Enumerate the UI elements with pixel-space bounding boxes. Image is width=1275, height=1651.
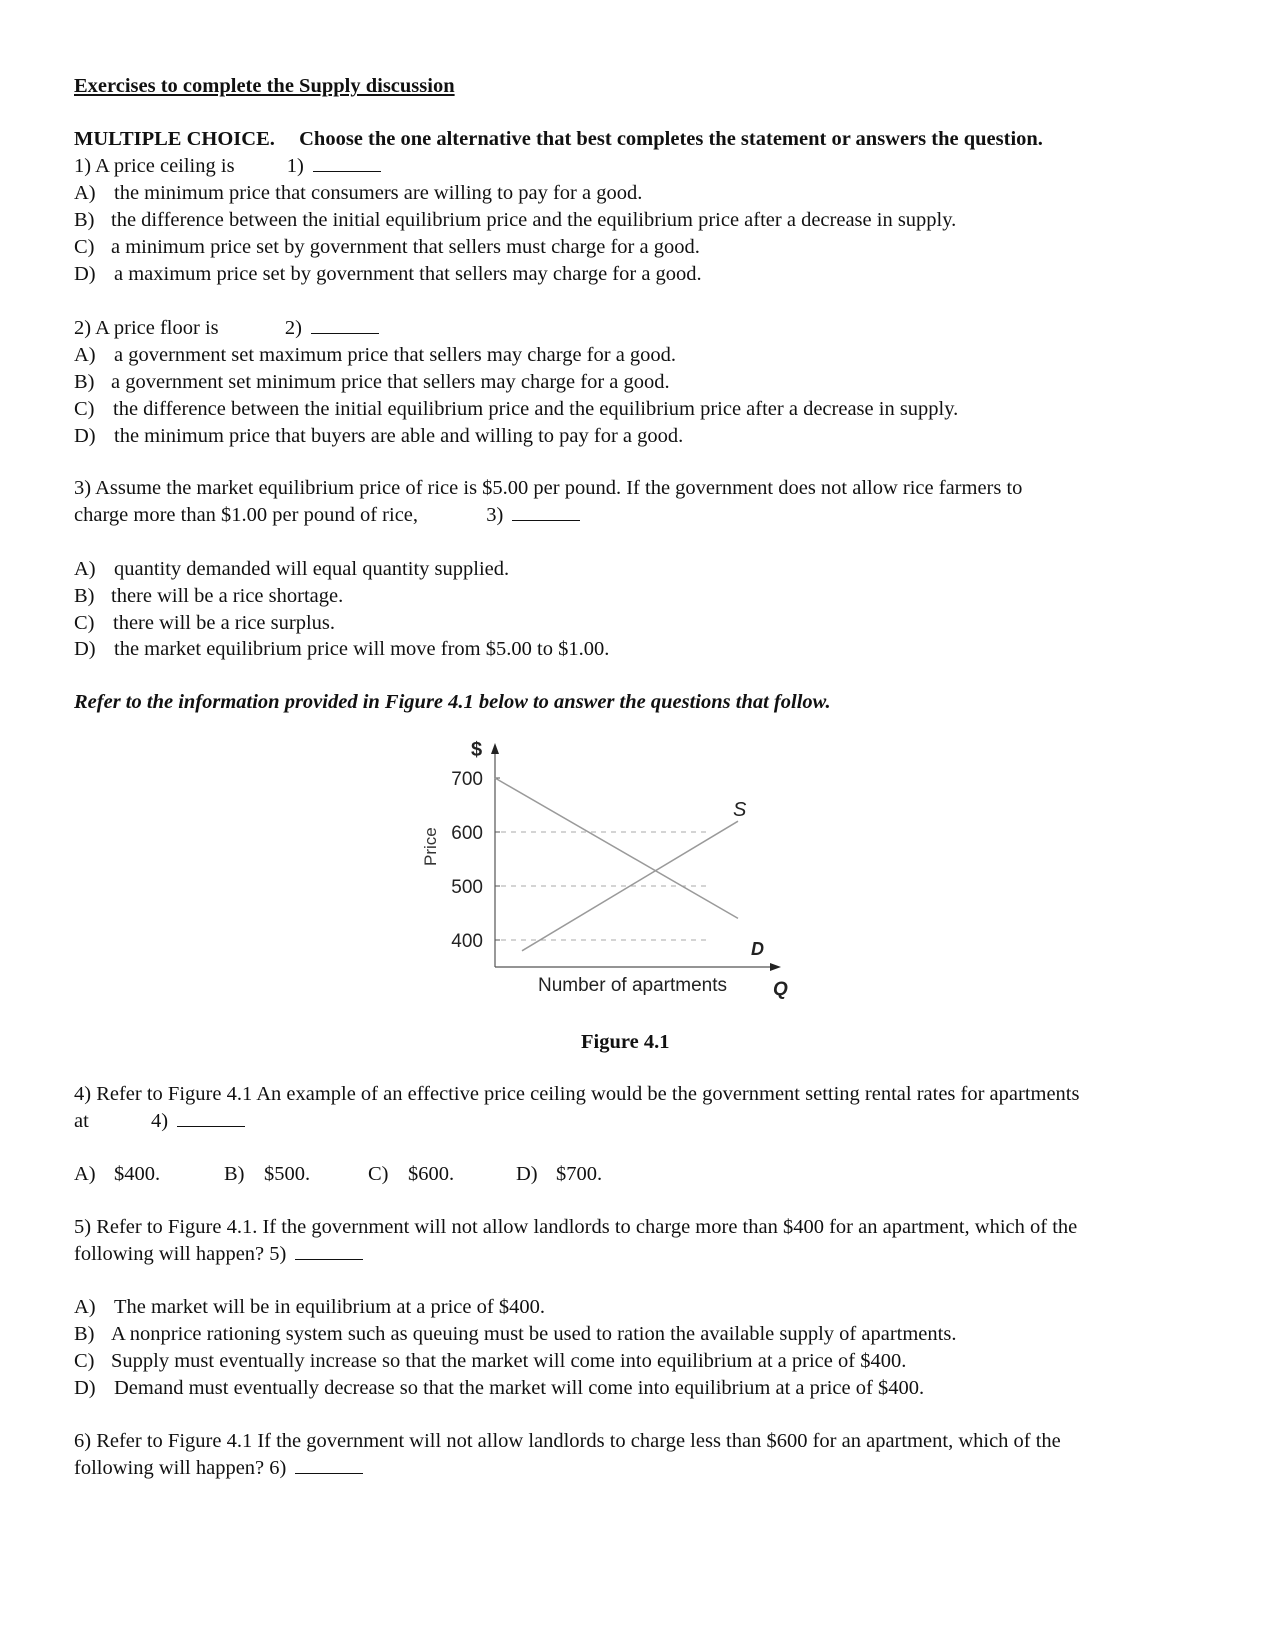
q2-option-d[interactable] [74, 422, 683, 450]
q-label: Q [773, 979, 788, 1000]
option-text: the market equilibrium price will move from $5.00 to $1.00. [114, 638, 610, 660]
demand-curve [495, 778, 738, 918]
option-text: $700. [556, 1163, 603, 1185]
option-text: Demand must eventually decrease so that the market will come into equilibrium at a price of $400. [114, 1377, 925, 1399]
option-letter: B) [224, 1163, 245, 1185]
option-text: The market will be in equilibrium at a price of $400. [114, 1296, 545, 1318]
y-tick-label: 400 [451, 931, 483, 952]
q4-option-a[interactable] [74, 1160, 160, 1188]
instructions [74, 125, 1043, 153]
refer-note: Refer to the information provided in Figure 4.1 below to answer the questions that follow. [74, 691, 831, 713]
option-letter: B) [74, 1323, 95, 1345]
q4-answer-blank[interactable] [177, 1108, 245, 1127]
q1-number: 1) [286, 155, 304, 177]
q2-answer-blank[interactable] [311, 315, 379, 334]
q2-stem-line [74, 314, 379, 342]
q2-option-b[interactable] [74, 368, 670, 396]
q5-option-d[interactable] [74, 1374, 924, 1402]
option-letter: D) [74, 1377, 96, 1399]
dollar-label: $ [471, 739, 483, 761]
option-letter: A) [74, 558, 96, 580]
q3-option-a[interactable] [74, 555, 509, 583]
option-text: $600. [408, 1163, 455, 1185]
q1-stem-line [74, 152, 381, 180]
q4-stem: at [74, 1110, 89, 1132]
q5-option-a[interactable] [74, 1293, 545, 1321]
q1-option-c[interactable] [74, 233, 700, 261]
demand-label: D [751, 939, 764, 959]
q6-stem-line-2 [74, 1454, 363, 1482]
supply-label: S [733, 799, 747, 821]
option-text: $400. [114, 1163, 161, 1185]
y-axis-label: Price [421, 827, 440, 866]
option-letter: D) [516, 1163, 538, 1185]
q4-number: 4) [151, 1110, 169, 1132]
option-letter: B) [74, 371, 95, 393]
option-text: the minimum price that buyers are able and willing to pay for a good. [114, 425, 684, 447]
option-text: the minimum price that consumers are willing to pay for a good. [114, 182, 643, 204]
q4-option-c[interactable] [368, 1160, 454, 1188]
option-text: there will be a rice surplus. [113, 612, 336, 634]
figure-caption: Figure 4.1 [581, 1031, 670, 1053]
q5-stem-line-2 [74, 1240, 363, 1268]
option-letter: A) [74, 344, 96, 366]
q1-answer-blank[interactable] [313, 153, 381, 172]
q3-stem: charge more than $1.00 per pound of rice, [74, 504, 419, 526]
q5-stem-line-1: 5) Refer to Figure 4.1. If the government will not allow landlords to charge more than $400 for an apartment, which of the [74, 1216, 1078, 1238]
q2-option-c[interactable] [74, 395, 958, 423]
option-letter: D) [74, 263, 96, 285]
option-letter: A) [74, 1163, 96, 1185]
option-letter: C) [74, 1350, 95, 1372]
q5-stem: following will happen? [74, 1243, 265, 1265]
q2-stem: 2) A price floor is [74, 317, 219, 339]
option-letter: A) [74, 1296, 96, 1318]
q1-option-d[interactable] [74, 260, 702, 288]
q2-number: 2) [284, 317, 302, 339]
q6-stem-line-1: 6) Refer to Figure 4.1 If the government will not allow landlords to charge less than $600 for an apartment, which of the [74, 1430, 1061, 1452]
q3-number: 3) [486, 504, 504, 526]
q6-number: 6) [269, 1457, 287, 1479]
option-letter: D) [74, 425, 96, 447]
option-text: the difference between the initial equilibrium price and the equilibrium price after a decrease in supply. [111, 209, 957, 231]
option-letter: C) [74, 398, 95, 420]
y-tick-label: 700 [451, 769, 483, 790]
instructions-lead: MULTIPLE CHOICE. [74, 128, 275, 150]
option-text: A nonprice rationing system such as queuing must be used to ration the available supply of apartments. [111, 1323, 957, 1345]
x-axis-arrow [770, 963, 781, 971]
q4-option-b[interactable] [224, 1160, 310, 1188]
y-axis-arrow [491, 743, 499, 754]
q6-stem: following will happen? [74, 1457, 265, 1479]
option-letter: B) [74, 585, 95, 607]
option-letter: C) [74, 612, 95, 634]
q6-answer-blank[interactable] [295, 1455, 363, 1474]
option-letter: A) [74, 182, 96, 204]
x-axis-label: Number of apartments [538, 975, 728, 996]
q5-option-b[interactable] [74, 1320, 956, 1348]
q5-option-c[interactable] [74, 1347, 906, 1375]
option-text: a maximum price set by government that sellers may charge for a good. [114, 263, 702, 285]
q4-stem-line-2 [74, 1107, 245, 1135]
y-tick-label: 600 [451, 823, 483, 844]
option-text: the difference between the initial equilibrium price and the equilibrium price after a decrease in supply. [113, 398, 959, 420]
q3-stem-line-1: 3) Assume the market equilibrium price of rice is $5.00 per pound. If the government does not allow rice farmers to [74, 477, 1023, 499]
option-text: Supply must eventually increase so that the market will come into equilibrium at a price of $400. [111, 1350, 907, 1372]
q1-option-b[interactable] [74, 206, 956, 234]
q3-option-c[interactable] [74, 609, 335, 637]
figure-4-1-chart [420, 730, 820, 1020]
q5-number: 5) [269, 1243, 287, 1265]
q1-option-a[interactable] [74, 179, 642, 207]
q5-answer-blank[interactable] [295, 1241, 363, 1260]
q3-answer-blank[interactable] [512, 502, 580, 521]
q3-option-d[interactable] [74, 635, 609, 663]
option-text: a minimum price set by government that sellers must charge for a good. [111, 236, 700, 258]
q4-stem-line-1: 4) Refer to Figure 4.1 An example of an effective price ceiling would be the government setting rental rates for apartments [74, 1083, 1080, 1105]
option-letter: C) [368, 1163, 389, 1185]
option-text: there will be a rice shortage. [111, 585, 344, 607]
q4-option-d[interactable] [516, 1160, 602, 1188]
option-letter: C) [74, 236, 95, 258]
q1-stem: 1) A price ceiling is [74, 155, 235, 177]
option-text: $500. [264, 1163, 311, 1185]
option-letter: B) [74, 209, 95, 231]
option-text: a government set minimum price that sellers may charge for a good. [111, 371, 670, 393]
instructions-text: Choose the one alternative that best completes the statement or answers the question. [299, 128, 1043, 150]
page-title: Exercises to complete the Supply discussion [74, 75, 455, 97]
option-letter: D) [74, 638, 96, 660]
q3-stem-line-2 [74, 501, 580, 529]
q3-option-b[interactable] [74, 582, 343, 610]
y-tick-label: 500 [451, 877, 483, 898]
q2-option-a[interactable] [74, 341, 676, 369]
option-text: quantity demanded will equal quantity supplied. [114, 558, 510, 580]
option-text: a government set maximum price that sellers may charge for a good. [114, 344, 677, 366]
